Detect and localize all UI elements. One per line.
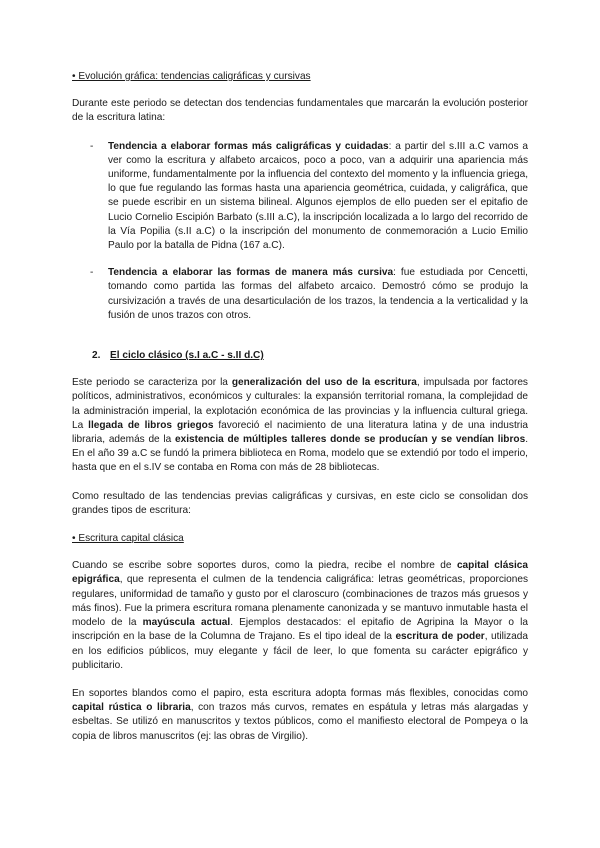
intro-paragraph: Durante este periodo se detectan dos tendencias fundamentales que marcarán la evolución posterior de la escritura latina: (72, 98, 528, 124)
tendencias-list (72, 140, 528, 323)
list-item-text (108, 140, 528, 254)
list-item-body: : a partir del s.III a.C vamos a ver como la escritura y alfabeto arcaicos, poco a poco, van a adquirir una apariencia más uniforme, fundamentalmente por la influencia del contexto del momento y la influencia griega, lo que fue regulando las formas hasta una apariencia geométrica, cuidada, y caligráfica, que se puede escribir en un sistema bilineal. Algunos ejemplos de ello pueden ser el epitafio de Lucio Cornelio Escipión Barbato (s.III a.C), la inscripción localizada a lo largo del recorrido de la Vía Popilia (s.II a.C) o la inscripción del monumento de conmemoración a Lucio Emilio Paulo por la batalla de Pidna (167 a.C). (108, 140, 528, 252)
bold-run: capital clásica epigráfica (72, 560, 528, 586)
ciclo-clasico-paragraph (72, 376, 528, 475)
list-item (72, 266, 528, 323)
resultado-paragraph: Como resultado de las tendencias previas caligráficas y cursivas, en este ciclo se consolidan dos grandes tipos de escritura: (72, 490, 528, 516)
bold-run: generalización del uso de la escritura (231, 377, 417, 389)
bold-run: existencia de múltiples talleres donde se producían y se vendían libros (174, 434, 526, 446)
text-run: , con trazos más curvos, remates en espátula y letras más alargadas y esbeltas. Se utilizó en manuscritos y textos públicos, como el manifiesto electoral de Pompeya o la copia de libros manuscritos (ej: las obras de Virgilio). (72, 702, 528, 742)
list-item-text (108, 266, 528, 323)
text-run: . Ejemplos destacados: el epitafio de Agripina la Mayor o la inscripción en la base de la Columna de Trajano. Es el tipo ideal de la (72, 617, 528, 643)
subheading-evolucion-grafica: • Evolución gráfica: tendencias caligráficas y cursivas (72, 71, 311, 82)
list-dash: - (90, 267, 94, 279)
text-run: , impulsada por factores políticos, administrativos, económicos y culturales: la expansión territorial romana, la complejidad de la administración imperial, la explotación económica de las provincias y la influencia cultural griega. La (72, 377, 528, 431)
capital-rustica-paragraph (72, 687, 528, 744)
text-run: , que representa el culmen de la tendencia caligráfica: letras geométricas, proporciones regulares, uniformidad de tamaño y gusto por el claroscuro (combinaciones de trazos más gruesos y más finos). Fue la primera escritura romana plenamente canonizada y se mantuvo inmutable hasta el modelo de la (72, 574, 528, 629)
capital-epigrafica-paragraph (72, 559, 528, 673)
list-item (72, 140, 528, 254)
bold-run: mayúscula actual (142, 617, 231, 629)
section-number: 2. (92, 350, 101, 362)
bold-run: llegada de libros griegos (88, 419, 214, 431)
bold-run: capital rústica o libraria (72, 702, 191, 714)
bold-run: escritura de poder (395, 631, 485, 643)
text-run: En soportes blandos como el papiro, esta escritura adopta formas más flexibles, conocidas como (72, 687, 528, 699)
text-run: . En el año 39 a.C se fundó la primera biblioteca en Roma, modelo que se extendió por todo el imperio, hasta que en el s.IV se contaba en Roma con más de 28 bibliotecas. (72, 434, 528, 474)
text-run: Cuando se escribe sobre soportes duros, como la piedra, recibe el nombre de (72, 560, 457, 572)
section-title (92, 349, 528, 363)
document-body (72, 70, 528, 758)
section-title-text: El ciclo clásico (s.I a.C - s.II d.C) (110, 350, 264, 362)
text-run: favoreció el nacimiento de una literatura latina y de una industria libraria, además de la (72, 419, 528, 446)
text-run: Este periodo se caracteriza por la (72, 377, 232, 389)
list-dash: - (90, 140, 94, 152)
list-item-bold: Tendencia a elaborar formas más caligráficas y cuidadas (108, 140, 389, 152)
list-item-body: : fue estudiada por Cencetti, tomando como partida las formas del alfabeto arcaico. Demostró cómo se produjo la cursivización a través de una desarticulación de los trazos, la tendencia a la verticalidad y la fusión de unos trazos con otros. (108, 267, 528, 321)
subheading-capital-clasica: • Escritura capital clásica (72, 533, 184, 545)
list-item-bold: Tendencia a elaborar las formas de manera más cursiva (108, 267, 394, 279)
text-run: , utilizada en los edificios públicos, muy elegante y fácil de leer, lo que fomenta su carácter epigráfico y publicitario. (72, 631, 528, 671)
